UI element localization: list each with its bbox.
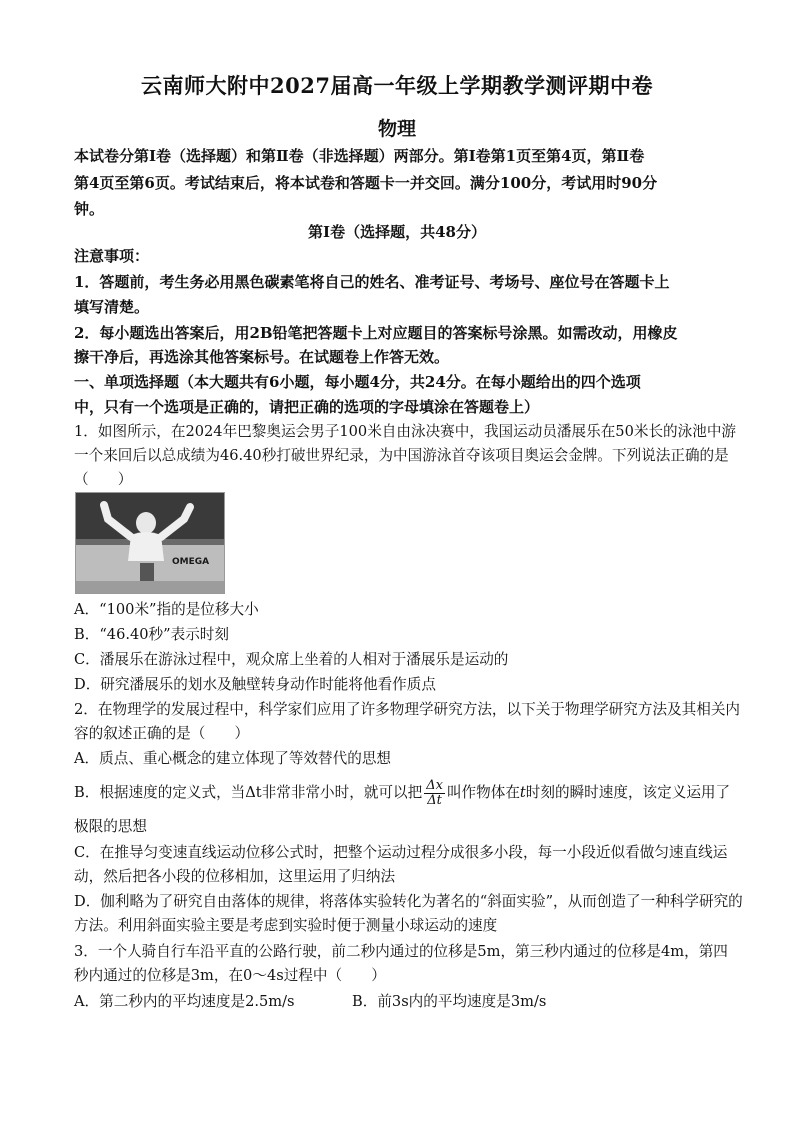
intro-line-3: 钟。	[74, 200, 105, 218]
part1-heading: 第Ⅰ卷（选择题，共48分）	[308, 223, 486, 241]
q1-stem-a: 1．如图所示，在2024年巴黎奥运会男子100米自由泳决赛中，我国运动员潘展乐在50米长的泳池中游	[74, 423, 737, 440]
omega-logo-text: OMEGA	[172, 557, 210, 567]
q2-option-d-b: 方法。利用斜面实验主要是考虑到实验时便于测量小球运动的速度	[74, 917, 498, 934]
exam-subject: 物理	[377, 118, 416, 140]
q2-stem-b: 容的叙述正确的是（ ）	[74, 725, 250, 742]
exam-title: 云南师大附中2027届高一年级上学期教学测评期中卷	[141, 73, 653, 98]
q2-option-b-t: t	[519, 784, 526, 801]
q1-option-c: C．潘展乐在游泳过程中，观众席上坐着的人相对于潘展乐是运动的	[74, 651, 509, 668]
q2-option-b	[74, 777, 731, 808]
q2-option-b-line-2: 极限的思想	[74, 818, 147, 835]
q2-stem-a: 2．在物理学的发展过程中，科学家们应用了许多物理学研究方法，以下关于物理学研究方法及其相关内	[74, 701, 741, 718]
delta-x-over-delta-t	[424, 779, 445, 808]
swimmer-photo	[75, 492, 225, 594]
intro-line-1: 本试卷分第Ⅰ卷（选择题）和第Ⅱ卷（非选择题）两部分。第Ⅰ卷第1页至第4页，第Ⅱ卷	[74, 147, 645, 165]
notes-heading: 注意事项：	[74, 247, 150, 265]
q3-stem-a: 3．一个人骑自行车沿平直的公路行驶，前二秒内通过的位移是5m，第三秒内通过的位移是4m，第四	[74, 943, 728, 960]
q1-option-b: B．“46.40秒”表示时刻	[74, 626, 229, 643]
q2-option-c-b: 动，然后把各小段的位移相加，这里运用了归纳法	[74, 868, 396, 885]
note1-line-b: 填写清楚。	[74, 298, 150, 316]
q3-option-a: A．第二秒内的平均速度是2.5m/s	[74, 993, 295, 1010]
q1-option-d: D．研究潘展乐的划水及触壁转身动作时能将他看作质点	[74, 676, 436, 693]
q1-option-a: A．“100米”指的是位移大小	[74, 601, 259, 618]
q1-stem-c: （ ）	[74, 471, 133, 488]
q2-option-c-a: C．在推导匀变速直线运动位移公式时，把整个运动过程分成很多小段，每一小段近似看做匀速直线运	[74, 844, 728, 861]
q3-stem-b: 秒内通过的位移是3m，在0～4s过程中（ ）	[74, 967, 386, 984]
q2-option-b-post: 时刻的瞬时速度，该定义运用了	[525, 784, 731, 801]
note1-line-a: 1．答题前，考生务必用黑色碳素笔将自己的姓名、准考证号、考场号、座位号在答题卡上	[74, 273, 670, 291]
swimmer-illustration	[76, 493, 224, 593]
section1-heading-a: 一、单项选择题（本大题共有6小题，每小题4分，共24分。在每小题给出的四个选项	[74, 373, 641, 391]
fraction-numerator: Δx	[426, 777, 443, 793]
q1-stem-b: 一个来回后以总成绩为46.40秒打破世界纪录，为中国游泳首夺该项目奥运会金牌。下列说法正确的是	[74, 447, 729, 464]
intro-line-2: 第4页至第6页。考试结束后，将本试卷和答题卡一并交回。满分100分，考试用时90分	[74, 174, 658, 192]
note2-line-a: 2．每小题选出答案后，用2B铅笔把答题卡上对应题目的答案标号涂黑。如需改动，用橡皮	[74, 324, 678, 342]
fraction-denominator: Δt	[427, 792, 442, 808]
q3-option-b: B．前3s内的平均速度是3m/s	[352, 993, 547, 1010]
q2-option-d-a: D．伽利略为了研究自由落体的规律，将落体实验转化为著名的“斜面实验”，从而创造了一种科学研究的	[74, 893, 743, 910]
q2-option-b-pre: B．根据速度的定义式，当Δt非常非常小时，就可以把	[74, 784, 423, 801]
section1-heading-b: 中，只有一个选项是正确的，请把正确的选项的字母填涂在答题卷上）	[74, 398, 540, 416]
q2-option-b-mid: 叫作物体在	[446, 784, 520, 801]
q2-option-a: A．质点、重心概念的建立体现了等效替代的思想	[74, 750, 392, 767]
note2-line-b: 擦干净后，再选涂其他答案标号。在试题卷上作答无效。	[74, 348, 450, 366]
